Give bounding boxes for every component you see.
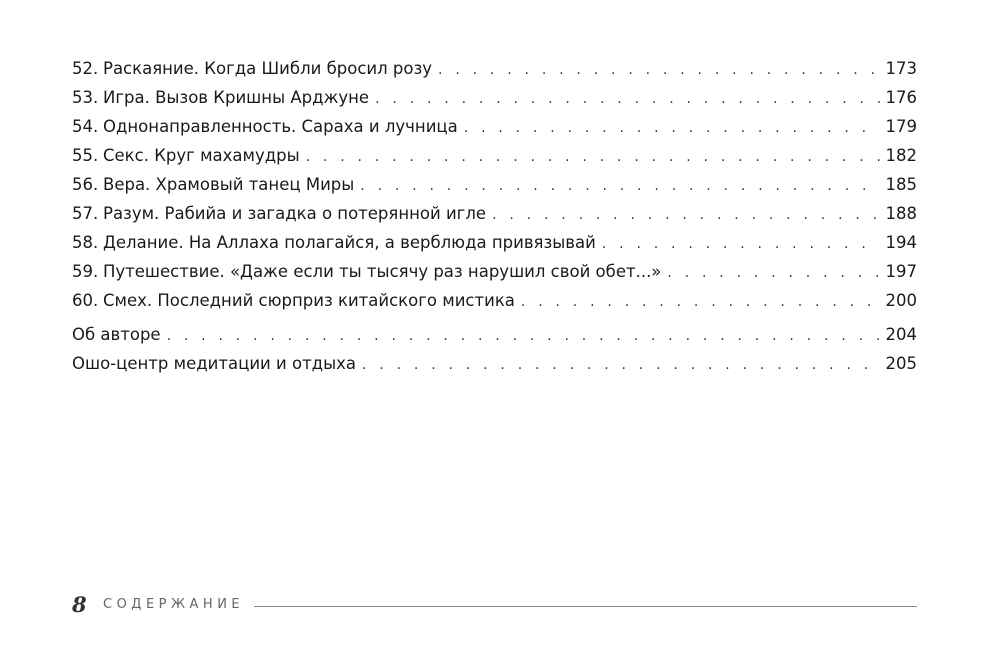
toc-entry-57[interactable] [72,199,917,228]
entry-page: 176 [885,88,917,107]
entry-title: Игра. Вызов Кришны Арджуне [103,88,370,107]
entry-title: Путешествие. «Даже если ты тысячу раз нарушил свой обет...» [103,262,662,281]
toc-entry-54[interactable] [72,112,917,141]
entry-number: 60. [72,291,99,310]
toc-entry-52[interactable] [72,54,917,83]
entry-title: Раскаяние. Когда Шибли бросил розу [103,59,433,78]
entry-number: 55. [72,146,99,165]
entry-page: 188 [885,204,917,223]
toc-entry-53[interactable] [72,83,917,112]
entry-number: 56. [72,175,99,194]
entry-page: 205 [885,354,917,373]
dot-leader [306,143,880,172]
entry-title: Об авторе [72,325,161,344]
dot-leader [492,201,879,230]
entry-page: 179 [885,117,917,136]
entry-number: 54. [72,117,99,136]
entry-page: 197 [885,262,917,281]
toc-entry-58[interactable] [72,228,917,257]
toc-entry-about-author[interactable] [72,320,917,349]
entry-number: 57. [72,204,99,223]
entry-page: 194 [885,233,917,252]
dot-leader [521,288,880,317]
running-head: СОДЕРЖАНИЕ [103,597,245,612]
entry-title: Секс. Круг махамудры [103,146,300,165]
entry-page: 204 [885,325,917,344]
table-of-contents [72,54,917,378]
entry-number: 59. [72,262,99,281]
entry-title: Смех. Последний сюрприз китайского мистика [103,291,515,310]
entry-title: Вера. Храмовый танец Миры [103,175,355,194]
toc-entry-55[interactable] [72,141,917,170]
dot-leader [362,351,880,380]
entry-title: Ошо-центр медитации и отдыха [72,354,356,373]
entry-page: 200 [885,291,917,310]
dot-leader [375,85,879,114]
entry-title: Однонаправленность. Сараха и лучница [103,117,458,136]
page-number: 8 [72,592,87,617]
entry-number: 52. [72,59,99,78]
dot-leader [438,56,879,85]
toc-entry-60[interactable] [72,286,917,315]
page-footer [72,592,917,617]
entry-title: Делание. На Аллаха полагайся, а верблюда привязывай [103,233,596,252]
entry-number: 58. [72,233,99,252]
entry-page: 182 [885,146,917,165]
dot-leader [167,322,880,351]
entry-number: 53. [72,88,99,107]
dot-leader [464,114,880,143]
dot-leader [602,230,880,259]
footer-rule [254,606,917,607]
entry-title: Разум. Рабийа и загадка о потерянной игле [103,204,487,223]
entry-page: 185 [885,175,917,194]
dot-leader [360,172,879,201]
dot-leader [667,259,879,288]
toc-entry-59[interactable] [72,257,917,286]
entry-page: 173 [885,59,917,78]
toc-entry-osho-center[interactable] [72,349,917,378]
toc-entry-56[interactable] [72,170,917,199]
